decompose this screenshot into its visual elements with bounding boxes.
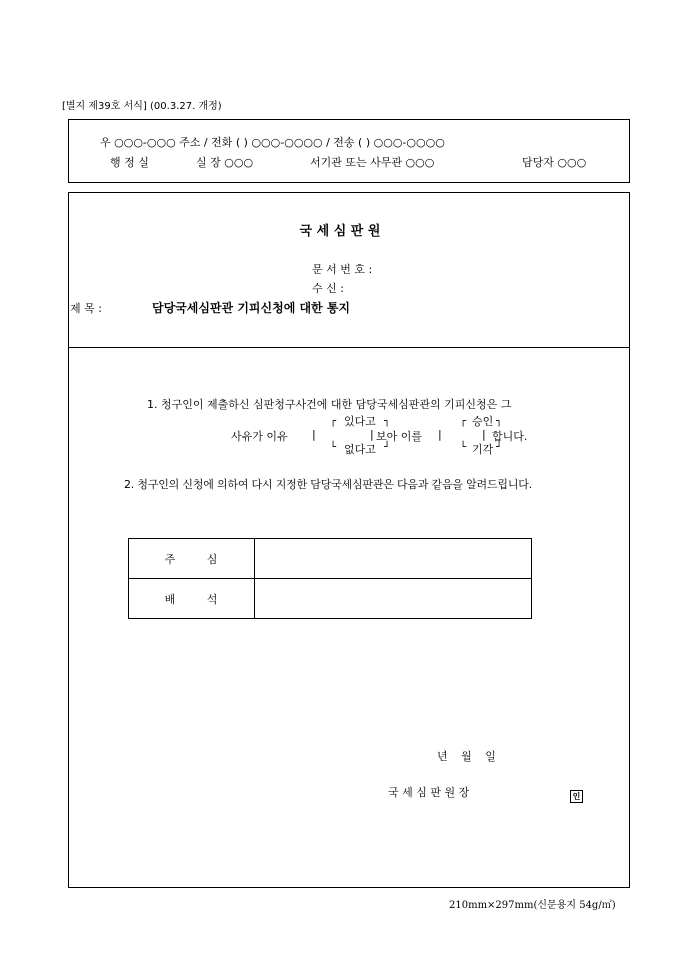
agency-title: 국 세 심 판 원 bbox=[299, 224, 381, 239]
paragraph-2: 2. 청구인의 신청에 의하여 다시 지정한 담당국세심판관은 다음과 같음을 알려드립니다. bbox=[124, 478, 532, 491]
bracket-top-a-end: ┐ bbox=[384, 416, 391, 427]
reason-prefix: 사유가 이유 bbox=[231, 430, 288, 443]
bracket-top-b-end: ┐ bbox=[496, 416, 503, 427]
choice-yes: 있다고 bbox=[344, 415, 376, 428]
choice-reject: 기각 bbox=[472, 443, 494, 456]
bracket-bottom-a: └ bbox=[330, 442, 337, 453]
form-header: [별지 제39호 서식] (00.3.27. 개정) bbox=[62, 101, 222, 112]
recipient-label: 수 신 : bbox=[312, 282, 344, 295]
table-row bbox=[129, 579, 532, 619]
signer-title: 국 세 심 판 원 장 bbox=[388, 786, 470, 799]
bracket-bottom-b: └ bbox=[460, 442, 467, 453]
paper-spec: 210mm×297mm(신문용지 54g/㎡) bbox=[449, 900, 616, 911]
paragraph-1: 1. 청구인이 제출하신 심판청구사건에 대한 담당국세심판관의 기피신청은 그 bbox=[147, 398, 512, 411]
table-value-chief bbox=[255, 539, 532, 579]
judges-table bbox=[128, 538, 532, 619]
bracket-top-a: ┌ bbox=[330, 416, 337, 427]
address-line: 우 ○○○-○○○ 주소 / 전화 ( ) ○○○-○○○○ / 전송 ( ) ○○○-○○○○ bbox=[100, 136, 445, 149]
secretary-name: 서기관 또는 사무관 ○○○ bbox=[310, 156, 435, 169]
bracket-left-b: | bbox=[438, 428, 442, 441]
sentence-end: 합니다. bbox=[492, 430, 528, 443]
doc-number-label: 문 서 번 호 : bbox=[312, 263, 373, 276]
table-label-chief: 주 심 bbox=[129, 539, 255, 579]
subject-label: 제 목 : bbox=[70, 302, 102, 315]
office-label: 행 정 실 bbox=[110, 156, 149, 169]
table-value-associate bbox=[255, 579, 532, 619]
table-row bbox=[129, 539, 532, 579]
bracket-right-b: | bbox=[482, 428, 486, 441]
header-divider bbox=[68, 347, 630, 348]
bracket-bottom-b-end: ┘ bbox=[496, 442, 503, 453]
choice-approve: 승인 bbox=[472, 415, 494, 428]
seal-mark bbox=[570, 784, 583, 803]
table-label-associate: 배 석 bbox=[129, 579, 255, 619]
bracket-bottom-a-end: ┘ bbox=[384, 442, 391, 453]
bracket-right-a: | bbox=[370, 428, 374, 441]
address-box bbox=[68, 119, 630, 183]
subject-text: 담당국세심판관 기피신청에 대한 통지 bbox=[152, 301, 351, 315]
chief-name: 실 장 ○○○ bbox=[196, 156, 254, 169]
choice-no: 없다고 bbox=[344, 443, 376, 456]
staff-name: 담당자 ○○○ bbox=[522, 156, 587, 169]
seal-icon: 인 bbox=[570, 790, 583, 803]
bracket-top-b: ┌ bbox=[460, 416, 467, 427]
date-label: 년 월 일 bbox=[437, 750, 496, 763]
middle-text: 보아 이를 bbox=[376, 430, 423, 443]
bracket-left-a: | bbox=[312, 428, 316, 441]
